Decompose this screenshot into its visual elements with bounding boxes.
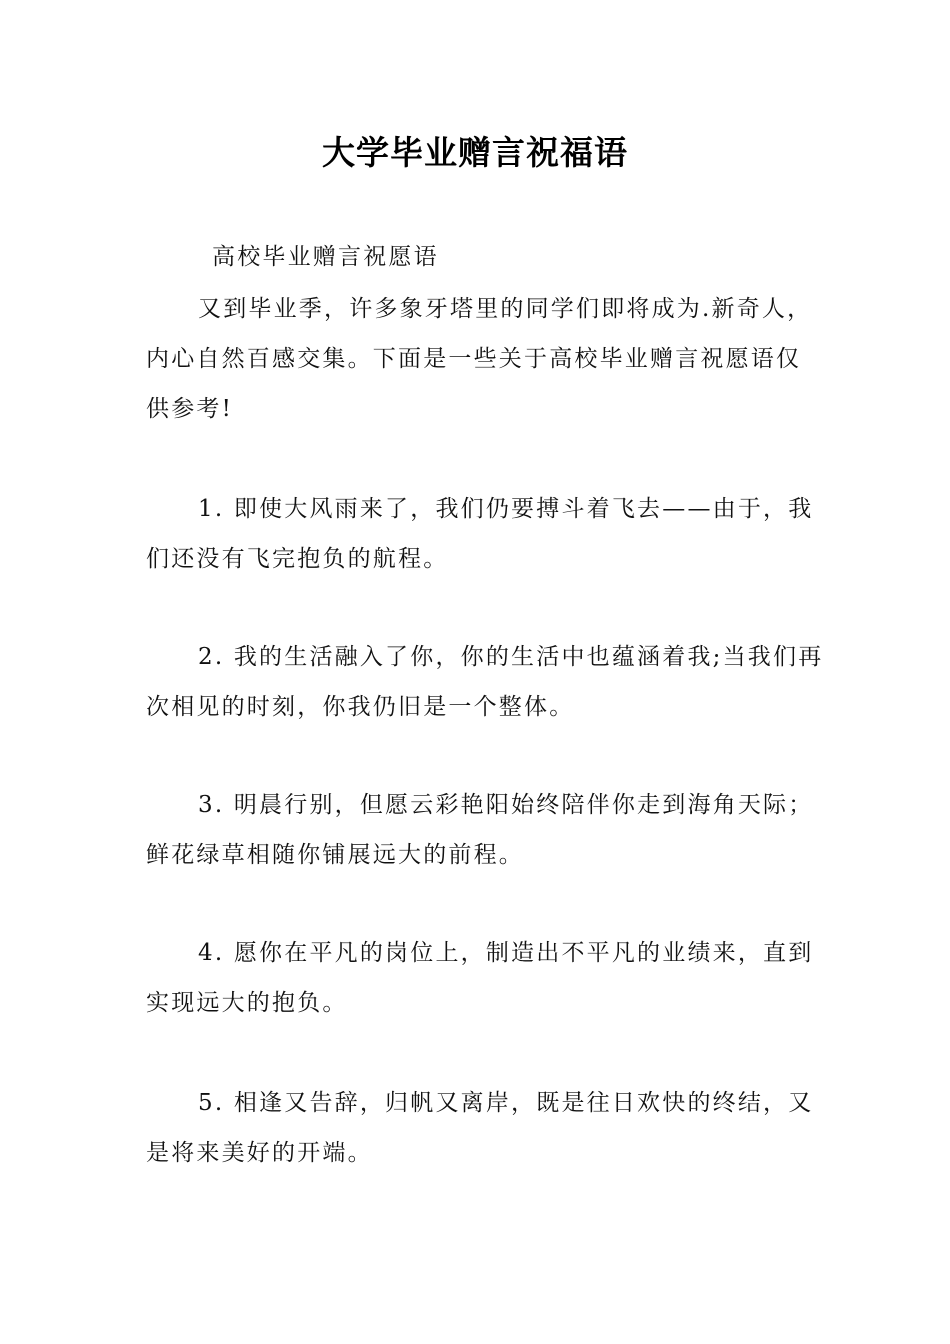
intro-paragraph: 又到毕业季，许多象牙塔里的同学们即将成为.新奇人，内心自然百感交集。下面是一些关于高校毕业赠言祝愿语仅供参考! (146, 296, 813, 422)
subheading: 高校毕业赠言祝愿语 (212, 244, 439, 270)
list-item: 5. 相逢又告辞，归帆又离岸，既是往日欢快的终结，又是将来美好的开端。 (146, 1090, 814, 1166)
document-title: 大学毕业赠言祝福语 (322, 133, 628, 172)
list-item: 1. 即使大风雨来了，我们仍要搏斗着飞去——由于，我们还没有飞完抱负的航程。 (146, 496, 814, 572)
list-item: 2. 我的生活融入了你，你的生活中也蕴涵着我;当我们再次相见的时刻，你我仍旧是一个整体。 (146, 644, 824, 720)
list-item: 3. 明晨行别，但愿云彩艳阳始终陪伴你走到海角天际；鲜花绿草相随你铺展远大的前程。 (146, 792, 814, 868)
list-item: 4. 愿你在平凡的岗位上，制造出不平凡的业绩来，直到实现远大的抱负。 (146, 940, 814, 1016)
